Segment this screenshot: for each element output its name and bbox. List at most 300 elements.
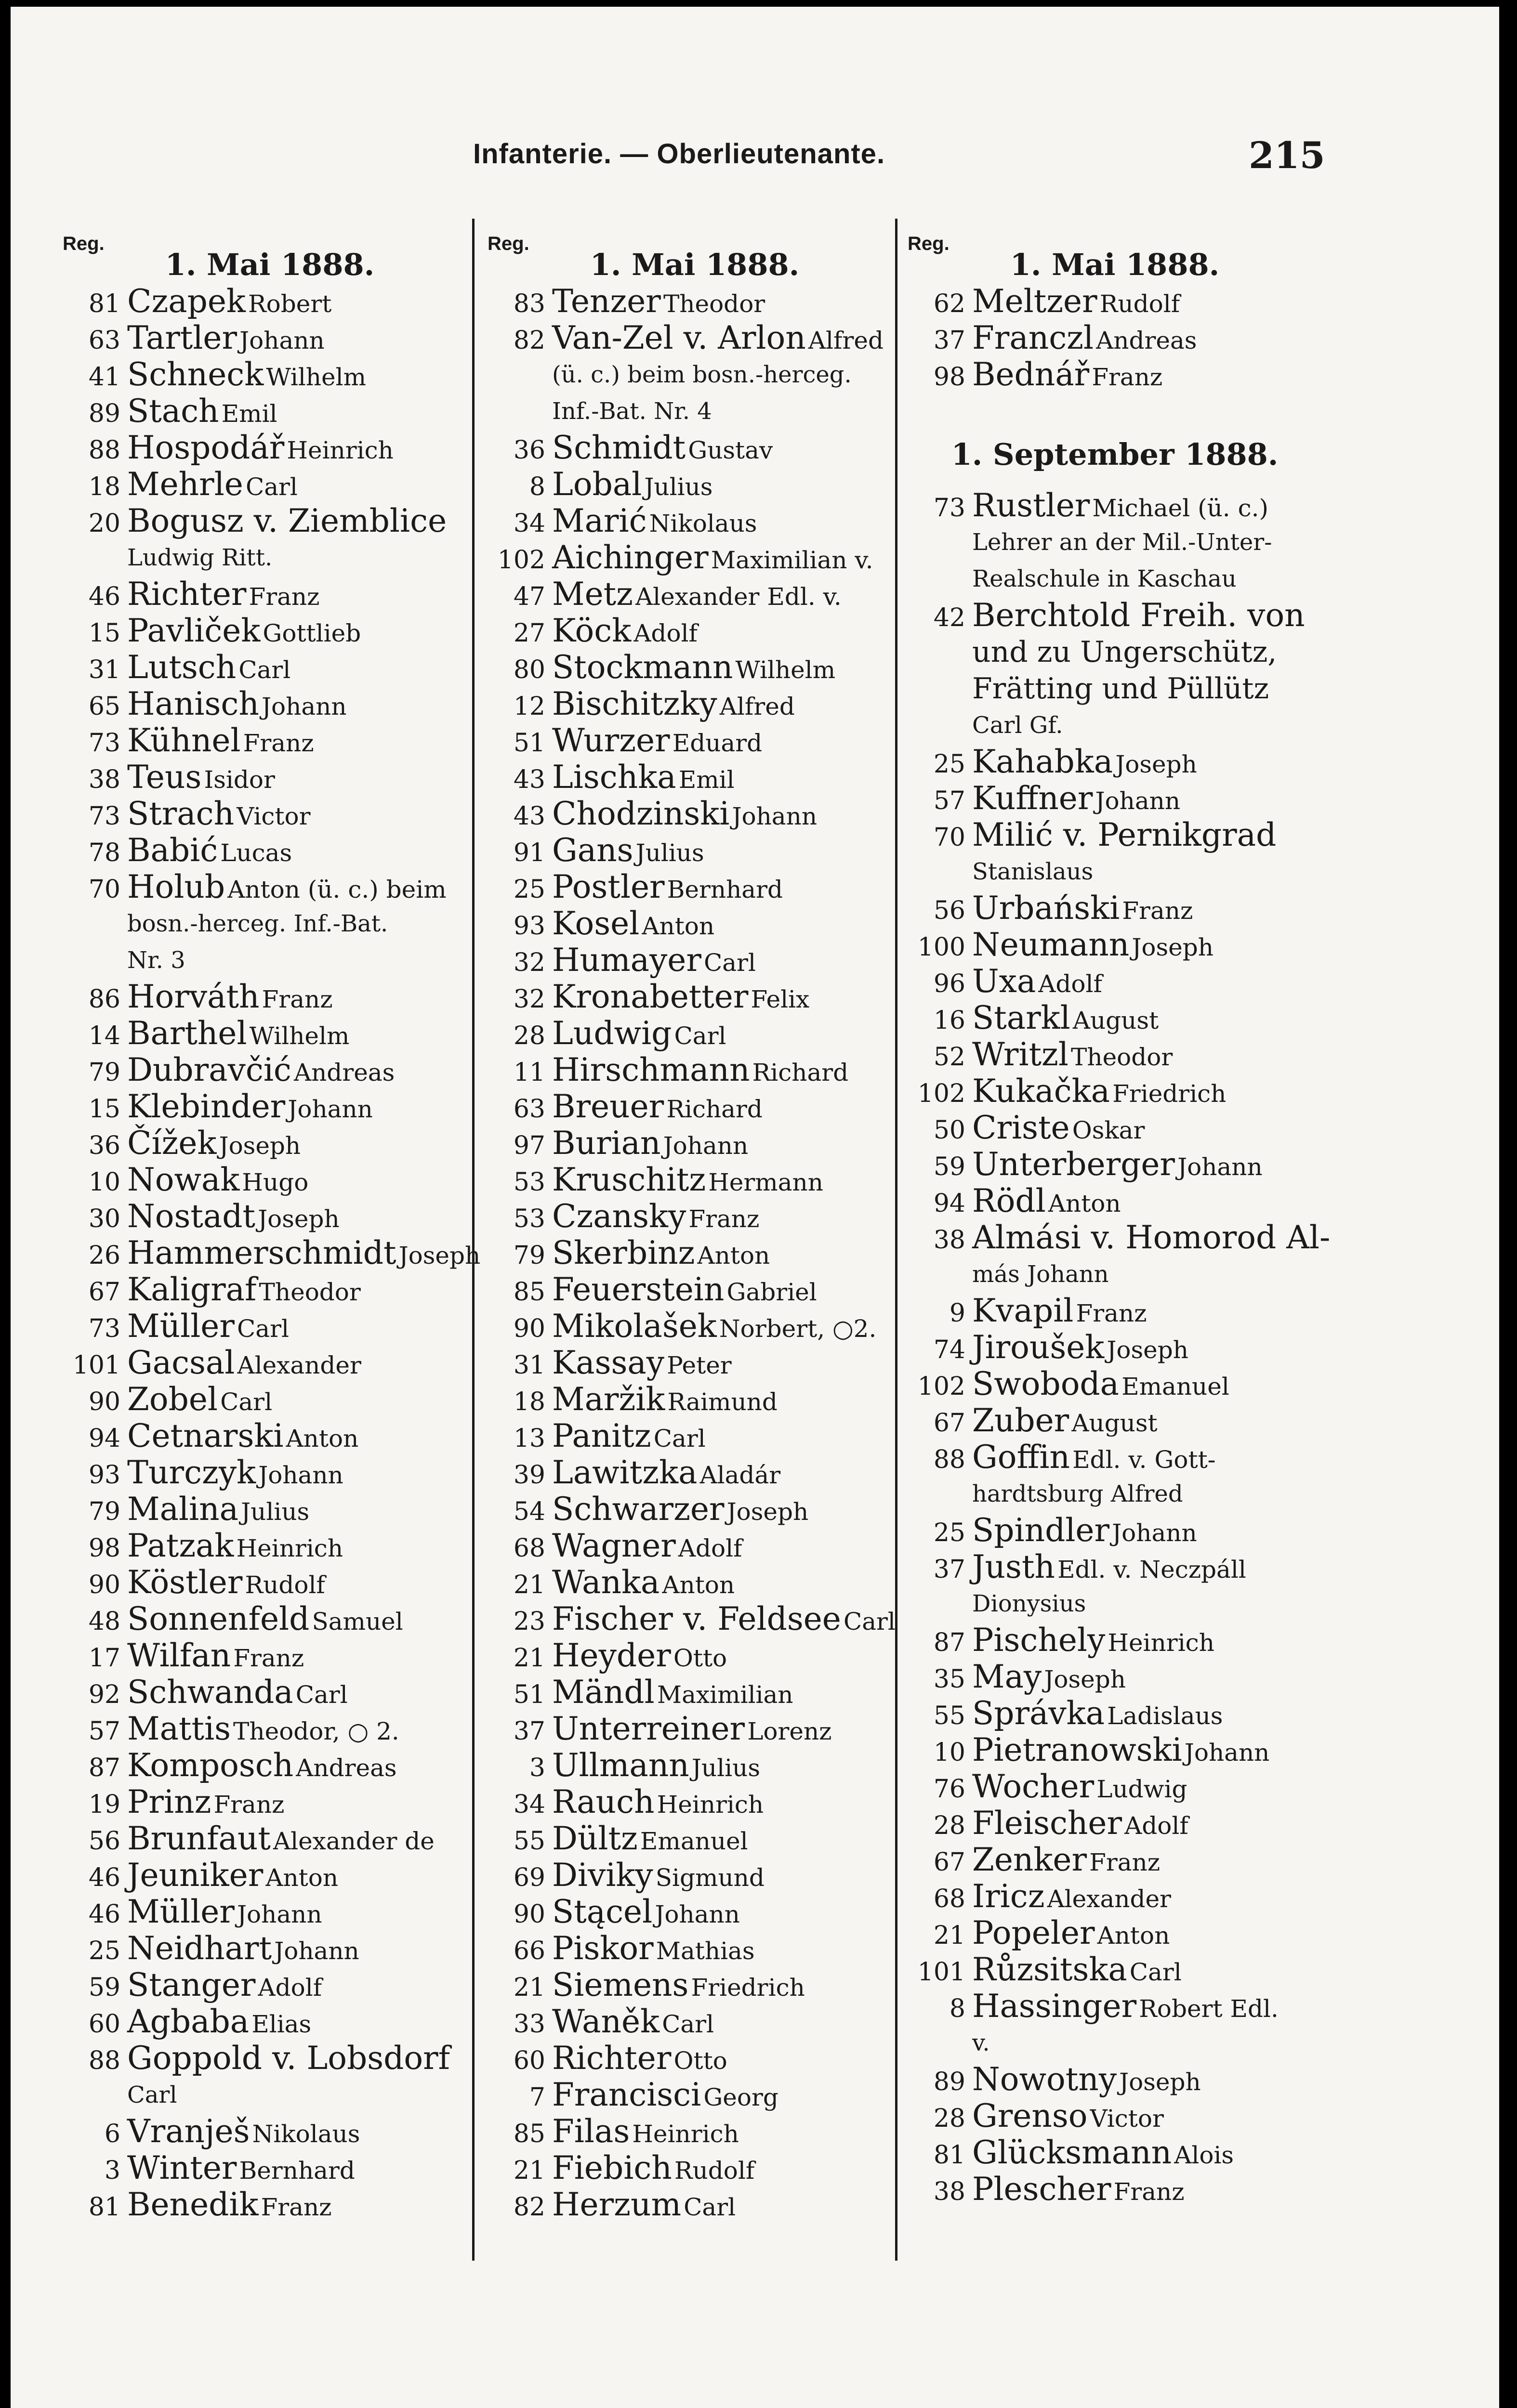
- regiment-number: 87: [933, 1628, 965, 1657]
- surname: Benedik: [127, 2186, 259, 2223]
- surname: Mattis: [127, 1710, 231, 1747]
- surname: Nowak: [127, 1161, 240, 1198]
- surname: May: [972, 1658, 1042, 1695]
- given-name: Emanuel: [1121, 1373, 1229, 1400]
- surname: Köck: [552, 612, 632, 649]
- regiment-number: 10: [933, 1738, 965, 1767]
- officer-entry: [908, 1183, 1322, 1219]
- officer-entry: [488, 576, 902, 613]
- regiment-number: 47: [513, 582, 545, 611]
- surname: Richter: [127, 576, 247, 613]
- given-name: Joseph: [258, 1205, 340, 1233]
- given-name: Heinrich: [657, 1791, 764, 1819]
- surname: Almási v. Homorod Al-: [972, 1219, 1331, 1256]
- officer-entry: [908, 744, 1322, 780]
- given-name: Victor: [237, 802, 311, 830]
- officer-entry: [488, 1967, 902, 2003]
- officer-entry: [908, 817, 1322, 853]
- given-name: Anton: [265, 1864, 339, 1892]
- regiment-number: 21: [513, 1644, 545, 1673]
- regiment-number: 70: [933, 823, 965, 852]
- officer-entry: [63, 796, 477, 832]
- regiment-number: 88: [933, 1445, 965, 1474]
- surname: Plescher: [972, 2171, 1111, 2208]
- surname: Spindler: [972, 1512, 1110, 1549]
- regiment-number: 39: [513, 1461, 545, 1490]
- officer-entry: [488, 1345, 902, 1381]
- regiment-number: 38: [933, 2177, 965, 2206]
- officer-entry: [63, 1967, 477, 2003]
- given-name: Franz: [243, 729, 314, 757]
- officer-entry: [488, 1418, 902, 1454]
- regiment-number: 73: [933, 494, 965, 523]
- surname: Kühnel: [127, 722, 241, 759]
- regiment-number: 25: [88, 1937, 120, 1965]
- given-name: Johann: [274, 1937, 359, 1965]
- surname: Mehrle: [127, 466, 243, 503]
- regiment-number: 82: [513, 326, 545, 355]
- officer-entry: [488, 1454, 902, 1491]
- surname: Vranješ: [127, 2113, 250, 2150]
- regiment-number: 100: [917, 933, 965, 962]
- officer-entry: [63, 2150, 477, 2186]
- officer-entry: [63, 1894, 477, 1930]
- regiment-number: 6: [104, 2120, 120, 2148]
- regiment-number: 68: [933, 1885, 965, 1913]
- entry-list: [63, 247, 481, 2223]
- officer-entry: [908, 1768, 1322, 1805]
- section-date-heading: 1. Mai 1888.: [590, 247, 800, 282]
- regiment-number: 65: [88, 692, 120, 721]
- given-name: Andreas: [294, 1059, 395, 1086]
- officer-entry: [488, 1674, 902, 1711]
- given-name: Mathias: [656, 1937, 755, 1965]
- given-name: Peter: [667, 1351, 732, 1379]
- regiment-number: 87: [88, 1754, 120, 1782]
- regiment-number: 79: [513, 1241, 545, 1270]
- officer-entry: [908, 1878, 1322, 1915]
- given-name: Carl: [295, 1681, 348, 1709]
- given-name: Carl: [653, 1425, 706, 1453]
- officer-entry: [908, 1951, 1322, 1988]
- surname: Bednář: [972, 356, 1090, 393]
- surname: Panitz: [552, 1417, 651, 1454]
- officer-entry: [488, 430, 902, 466]
- surname: Růzsitska: [972, 1951, 1127, 1988]
- officer-entry: [488, 1381, 902, 1418]
- officer-entry: [488, 1162, 902, 1198]
- officer-entry: [908, 1988, 1322, 2025]
- given-name: Lucas: [220, 839, 292, 867]
- entry-continuation: Stanislaus: [972, 858, 1094, 885]
- given-name: Wilhelm: [266, 363, 367, 391]
- officer-entry: [908, 2098, 1322, 2134]
- officer-entry: [63, 1162, 477, 1198]
- given-name: Rudolf: [674, 2157, 755, 2185]
- officer-entry: [908, 597, 1322, 634]
- surname: Zenker: [972, 1841, 1087, 1878]
- surname: Heyder: [552, 1637, 671, 1674]
- officer-entry: [488, 1198, 902, 1235]
- given-name: Victor: [1090, 2105, 1164, 2133]
- reg-label: Reg.: [908, 233, 950, 254]
- surname: Uxa: [972, 963, 1036, 1000]
- officer-entry: [63, 1491, 477, 1528]
- surname: Pischely: [972, 1622, 1106, 1659]
- officer-entry: [908, 1512, 1322, 1549]
- officer-entry: [63, 1747, 477, 1784]
- regiment-number: 21: [513, 1570, 545, 1599]
- officer-entry: [908, 1366, 1322, 1402]
- surname: Hassinger: [972, 1988, 1137, 2025]
- regiment-number: 82: [513, 2193, 545, 2222]
- officer-entry: [488, 1491, 902, 1528]
- given-name: Alexander: [237, 1351, 361, 1379]
- regiment-number: 94: [933, 1189, 965, 1218]
- surname: Neidhart: [127, 1930, 272, 1967]
- surname: Wanka: [552, 1564, 660, 1601]
- regiment-number: 56: [933, 896, 965, 925]
- regiment-number: 43: [513, 765, 545, 794]
- officer-entry: [488, 1271, 902, 1308]
- surname: Marić: [552, 502, 647, 539]
- officer-entry: [488, 686, 902, 722]
- officer-entry: [63, 1052, 477, 1088]
- surname: Waněk: [552, 2003, 660, 2040]
- given-name: Heinrich: [287, 436, 394, 464]
- regiment-number: 46: [88, 582, 120, 611]
- officer-entry: [488, 613, 902, 649]
- regiment-number: 42: [933, 603, 965, 632]
- given-name: Carl: [238, 656, 291, 684]
- surname: Babić: [127, 832, 218, 869]
- surname: Maržik: [552, 1381, 665, 1418]
- given-name: Carl: [703, 949, 756, 977]
- regiment-number: 67: [933, 1409, 965, 1438]
- page-header: [11, 134, 1499, 186]
- regiment-number: 88: [88, 436, 120, 465]
- given-name: Carl: [684, 2193, 736, 2221]
- regiment-number: 30: [88, 1204, 120, 1233]
- officer-entry: [488, 1747, 902, 1784]
- surname: Čížek: [127, 1125, 217, 1162]
- officer-entry: [488, 1637, 902, 1674]
- officer-entry: [63, 430, 477, 466]
- officer-entry: [488, 942, 902, 979]
- surname: Brunfaut: [127, 1820, 271, 1857]
- officer-entry: [908, 1146, 1322, 1183]
- surname: Mändl: [552, 1674, 655, 1711]
- regiment-number: 25: [933, 1518, 965, 1547]
- given-name: Theodor: [663, 290, 765, 318]
- regiment-number: 79: [88, 1058, 120, 1087]
- given-name: Joseph: [398, 1242, 481, 1269]
- given-name: Gabriel: [726, 1278, 817, 1306]
- surname: Schwarzer: [552, 1491, 725, 1528]
- officer-entry: [908, 1622, 1322, 1659]
- surname: Dültz: [552, 1820, 638, 1857]
- entry-continuation: v.: [972, 2029, 990, 2056]
- officer-entry: [63, 1418, 477, 1454]
- surname: Kassay: [552, 1344, 665, 1381]
- surname: Francisci: [552, 2076, 701, 2113]
- given-name: Franz: [688, 1205, 760, 1233]
- officer-entry: [63, 2186, 477, 2223]
- surname: Feuerstein: [552, 1271, 725, 1308]
- given-name: Franz: [249, 583, 320, 611]
- given-name: Edl. v. Gott-: [1072, 1446, 1216, 1474]
- given-name: Julius: [635, 839, 704, 867]
- surname: Czansky: [552, 1198, 686, 1235]
- surname: Lutsch: [127, 649, 237, 686]
- given-name: Joseph: [726, 1498, 809, 1526]
- surname: Schneck: [127, 356, 264, 393]
- regiment-number: 25: [933, 750, 965, 779]
- given-name: Franz: [262, 985, 333, 1013]
- given-name: Heinrich: [1108, 1629, 1214, 1657]
- surname: Müller: [127, 1893, 235, 1930]
- given-name: Joseph: [1119, 2068, 1201, 2096]
- given-name: Emanuel: [640, 1827, 748, 1855]
- surname: Franczl: [972, 319, 1094, 356]
- given-name: Carl: [220, 1388, 273, 1416]
- officer-entry: [908, 487, 1322, 524]
- given-name: Johann: [732, 802, 818, 830]
- given-name: Johann: [1184, 1739, 1270, 1767]
- regiment-number: 10: [88, 1168, 120, 1197]
- surname: Lobal: [552, 466, 642, 503]
- given-name: August: [1072, 1007, 1159, 1034]
- regiment-number: 98: [933, 363, 965, 392]
- regiment-number: 98: [88, 1534, 120, 1563]
- officer-entry: [488, 722, 902, 759]
- given-name: Alexander Edl. v.: [635, 583, 842, 611]
- officer-entry: [63, 759, 477, 796]
- given-name: Theodor: [259, 1278, 361, 1306]
- regiment-number: 50: [933, 1116, 965, 1145]
- officer-entry: [63, 1088, 477, 1125]
- column-3: [908, 219, 1331, 2299]
- officer-entry: [908, 1805, 1322, 1842]
- surname: Jiroušek: [972, 1329, 1105, 1366]
- officer-entry: [488, 2150, 902, 2186]
- officer-entry: [63, 393, 477, 430]
- regiment-number: 21: [513, 2156, 545, 2185]
- regiment-number: 17: [88, 1644, 120, 1673]
- given-name: Sigmund: [655, 1864, 765, 1892]
- regiment-number: 8: [529, 472, 545, 501]
- given-name: Raimund: [667, 1388, 778, 1416]
- surname: Cetnarski: [127, 1417, 284, 1454]
- section-date-heading: 1. Mai 1888.: [165, 247, 375, 282]
- regiment-number: 56: [88, 1827, 120, 1856]
- given-name: Ladislaus: [1107, 1702, 1223, 1730]
- officer-entry: [488, 1601, 902, 1637]
- regiment-number: 34: [513, 1790, 545, 1819]
- regiment-number: 81: [933, 2141, 965, 2170]
- surname: Kvapil: [972, 1292, 1074, 1329]
- given-name: Bernhard: [667, 876, 783, 903]
- surname: Popeler: [972, 1914, 1095, 1951]
- regiment-number: 43: [513, 802, 545, 831]
- officer-entry: [488, 1711, 902, 1747]
- regiment-number: 21: [933, 1921, 965, 1950]
- regiment-number: 20: [88, 509, 120, 538]
- officer-entry: [908, 1219, 1331, 1256]
- regiment-number: 12: [513, 692, 545, 721]
- regiment-number: 97: [513, 1131, 545, 1160]
- officer-entry: [488, 1564, 902, 1601]
- officer-entry: [488, 503, 902, 539]
- surname: Sonnenfeld: [127, 1600, 310, 1637]
- surname: Turczyk: [127, 1454, 256, 1491]
- surname: Grenso: [972, 2097, 1088, 2134]
- regiment-number: 23: [513, 1607, 545, 1636]
- regiment-number: 32: [513, 948, 545, 977]
- given-name: Richard: [666, 1095, 763, 1123]
- surname: Komposch: [127, 1747, 294, 1784]
- given-name: Andreas: [1096, 327, 1197, 354]
- regiment-number: 46: [88, 1900, 120, 1929]
- regiment-number: 62: [933, 289, 965, 318]
- regiment-number: 60: [513, 2046, 545, 2075]
- given-name: Edl. v. Neczpáll: [1057, 1556, 1246, 1584]
- regiment-number: 96: [933, 969, 965, 998]
- surname: Richter: [552, 2040, 672, 2077]
- officer-entry: [908, 1000, 1322, 1036]
- regiment-number: 63: [513, 1095, 545, 1124]
- surname: Unterberger: [972, 1146, 1175, 1183]
- officer-entry: [908, 1329, 1322, 1366]
- officer-entry: [908, 1732, 1322, 1768]
- surname: Ludwig: [552, 1015, 672, 1052]
- given-name: Gustav: [688, 436, 773, 464]
- surname: Jeuniker: [127, 1857, 264, 1894]
- given-name: Julius: [241, 1498, 310, 1526]
- regiment-number: 28: [933, 1811, 965, 1840]
- given-name: Joseph: [219, 1132, 301, 1160]
- given-name: Hugo: [242, 1168, 309, 1196]
- surname: Van-Zel v. Arlon: [552, 319, 806, 356]
- regiment-number: 57: [933, 786, 965, 815]
- surname: Müller: [127, 1308, 235, 1345]
- regiment-number: 74: [933, 1335, 965, 1364]
- surname: Schwanda: [127, 1674, 293, 1711]
- officer-entry: [488, 1015, 902, 1052]
- officer-entry: [488, 539, 902, 576]
- regiment-number: 80: [513, 655, 545, 684]
- surname: Pietranowski: [972, 1731, 1182, 1768]
- surname: Mikolašek: [552, 1308, 717, 1345]
- officer-entry: [488, 2113, 902, 2150]
- officer-entry: [488, 1528, 902, 1564]
- officer-entry: [488, 2077, 902, 2113]
- regiment-number: 67: [88, 1278, 120, 1307]
- regiment-number: 102: [917, 1079, 965, 1108]
- officer-entry: [63, 1857, 477, 1894]
- given-name: Georg: [703, 2083, 778, 2111]
- surname: Siemens: [552, 1966, 689, 2003]
- surname: Humayer: [552, 942, 701, 979]
- officer-entry: [63, 1784, 477, 1820]
- surname: Kaligraf: [127, 1271, 257, 1308]
- surname: Schmidt: [552, 429, 686, 466]
- regiment-number: 35: [933, 1665, 965, 1694]
- regiment-number: 73: [88, 802, 120, 831]
- regiment-number: 101: [917, 1958, 965, 1987]
- regiment-number: 53: [513, 1168, 545, 1197]
- given-name: Carl: [245, 473, 298, 501]
- officer-entry: [63, 320, 477, 356]
- given-name: Joseph: [1044, 1665, 1126, 1693]
- surname: Stockmann: [552, 649, 733, 686]
- regiment-number: 11: [513, 1058, 545, 1087]
- surname: Skerbinz: [552, 1234, 695, 1271]
- surname: Tartler: [127, 319, 237, 356]
- regiment-number: 55: [933, 1701, 965, 1730]
- officer-entry: [908, 2171, 1322, 2208]
- surname: Meltzer: [972, 283, 1097, 320]
- officer-entry: [908, 1842, 1322, 1878]
- officer-entry: [908, 1915, 1322, 1951]
- officer-entry: [63, 1125, 477, 1162]
- regiment-number: 51: [513, 729, 545, 758]
- entry-continuation: und zu Ungerschütz,: [972, 635, 1277, 669]
- surname: Bogusz v. Ziemblice: [127, 502, 447, 539]
- officer-entry: [63, 466, 477, 503]
- regiment-number: 28: [513, 1021, 545, 1050]
- given-name: Carl: [662, 2010, 714, 2038]
- surname: Teus: [127, 759, 202, 796]
- officer-entry: [63, 1564, 477, 1601]
- given-name: Julius: [644, 473, 713, 501]
- entry-continuation: Dionysius: [972, 1590, 1086, 1617]
- regiment-number: 85: [513, 2120, 545, 2148]
- officer-entry: [488, 2186, 902, 2223]
- given-name: Franz: [261, 2193, 332, 2221]
- surname: Urbański: [972, 890, 1120, 927]
- regiment-number: 7: [529, 2083, 545, 2112]
- surname: Criste: [972, 1109, 1070, 1146]
- given-name: Johann: [237, 1900, 322, 1928]
- officer-entry: [488, 759, 902, 796]
- given-name: Wilhelm: [735, 656, 836, 684]
- given-name: Emil: [221, 400, 277, 428]
- given-name: Rudolf: [245, 1571, 325, 1599]
- surname: Chodzinski: [552, 795, 730, 832]
- officer-entry: [488, 832, 902, 869]
- given-name: Carl: [843, 1608, 896, 1636]
- officer-entry: [63, 2040, 477, 2077]
- surname: Barthel: [127, 1015, 247, 1052]
- officer-entry: [63, 1711, 477, 1747]
- regiment-number: 38: [933, 1226, 965, 1255]
- surname: Wocher: [972, 1768, 1095, 1805]
- surname: Fischer v. Feldsee: [552, 1600, 841, 1637]
- regiment-number: 25: [513, 875, 545, 904]
- surname: Rödl: [972, 1182, 1046, 1219]
- surname: Stach: [127, 393, 219, 430]
- regiment-number: 15: [88, 1095, 120, 1124]
- surname: Kuffner: [972, 780, 1093, 817]
- officer-entry: [63, 1381, 477, 1418]
- given-name: Maximilian v.: [711, 546, 873, 574]
- given-name: Friedrich: [691, 1974, 805, 2002]
- surname: Neumann: [972, 926, 1130, 963]
- reg-label: Reg.: [488, 233, 529, 254]
- officer-entry: [63, 1198, 477, 1235]
- given-name: Maximilian: [657, 1681, 793, 1709]
